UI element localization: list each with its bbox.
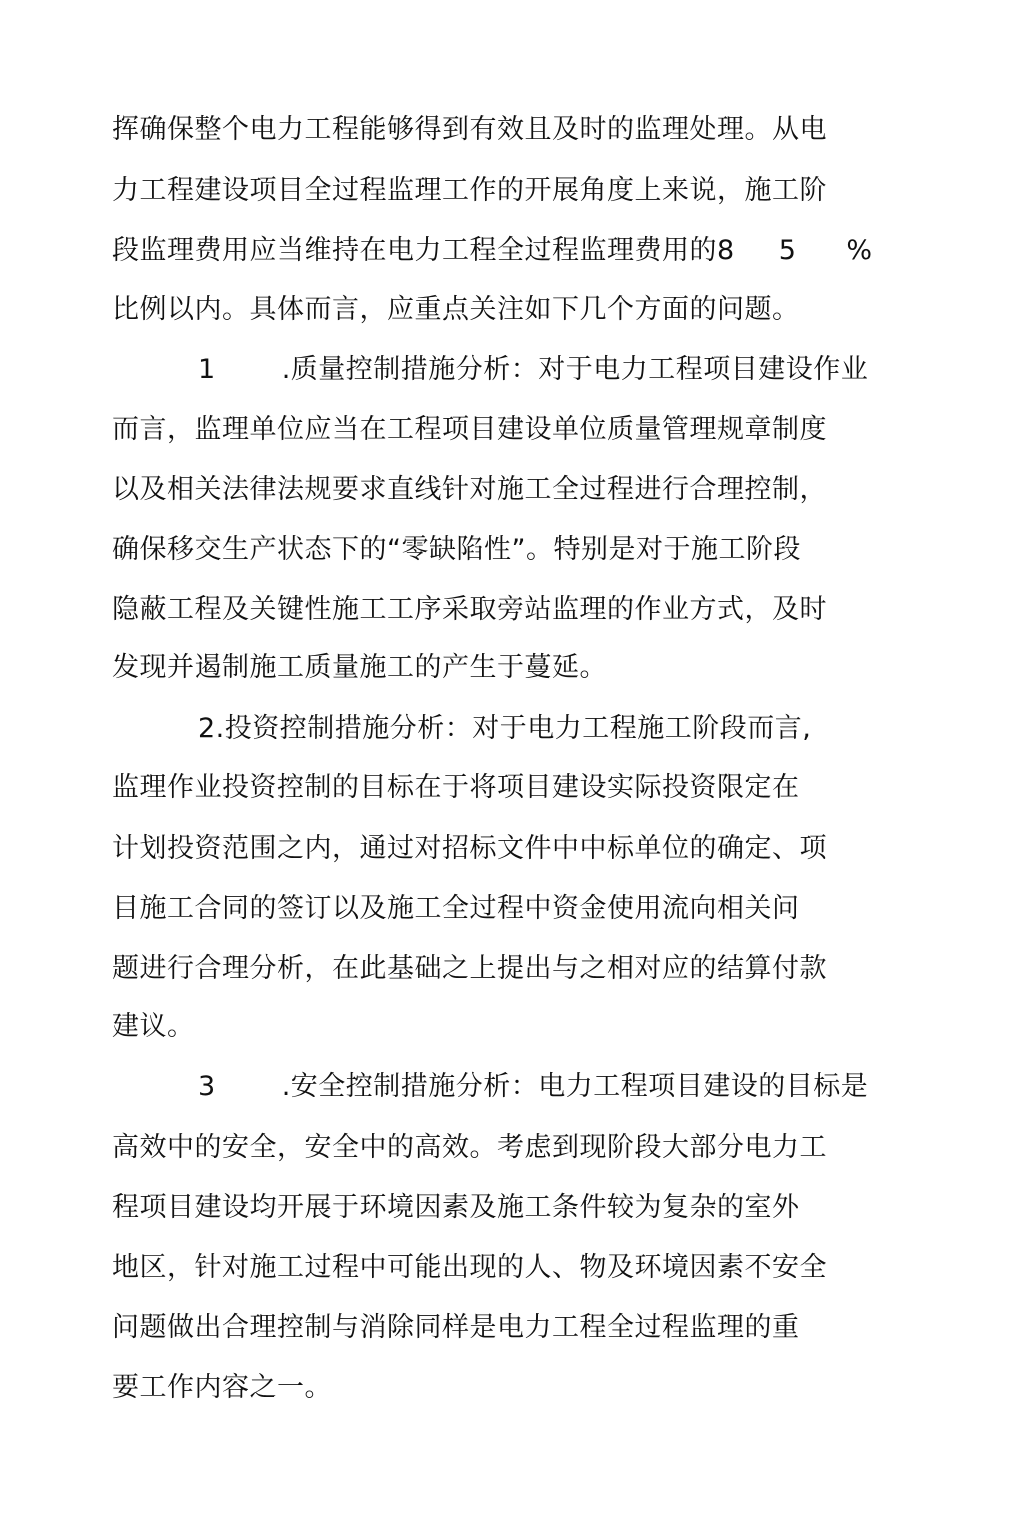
paragraph-2-line-1-text: .质量控制措施分析：对于电力工程项目建设作业 [281,354,869,385]
paragraph-2-line-3: 以及相关法律法规要求直线针对施工全过程进行合理控制， [112,474,827,505]
paragraph-4-number: 3 [198,1071,216,1102]
paragraph-2-line-6: 发现并遏制施工质量施工的产生于蔓延。 [112,652,607,683]
paragraph-2-line-4: 确保移交生产状态下的“零缺陷性”。特别是对于施工阶段 [112,534,801,565]
percent-sign: % [846,235,873,266]
paragraph-4-line-4: 地区，针对施工过程中可能出现的人、物及环境因素不安全 [112,1252,827,1283]
paragraph-3-line-1-text: 2.投资控制措施分析：对于电力工程施工阶段而言, [198,713,812,744]
paragraph-4-line-6: 要工作内容之一。 [112,1372,332,1403]
paragraph-1-line-3 [112,231,873,271]
paragraph-3-line-4: 目施工合同的签订以及施工全过程中资金使用流向相关问 [112,893,800,924]
paragraph-3-line-1 [112,709,811,749]
paragraph-3-line-3: 计划投资范围之内，通过对招标文件中中标单位的确定、项 [112,833,827,864]
paragraph-2-line-2: 而言，监理单位应当在工程项目建设单位质量管理规章制度 [112,414,827,445]
paragraph-3-line-6: 建议。 [112,1011,195,1042]
paragraph-1-line-4: 比例以内。具体而言，应重点关注如下几个方面的问题。 [112,294,800,325]
paragraph-2-line-5: 隐蔽工程及关键性施工工序采取旁站监理的作业方式，及时 [112,594,827,625]
paragraph-2-line-1 [112,350,868,390]
paragraph-4-line-2: 高效中的安全，安全中的高效。考虑到现阶段大部分电力工 [112,1132,827,1163]
paragraph-3-line-2: 监理作业投资控制的目标在于将项目建设实际投资限定在 [112,772,800,803]
paragraph-4-line-3: 程项目建设均开展于环境因素及施工条件较为复杂的室外 [112,1192,800,1223]
paragraph-2-number: 1 [198,354,216,385]
paragraph-1-line-1: 挥确保整个电力工程能够得到有效且及时的监理处理。从电 [112,114,827,145]
paragraph-4-line-1 [112,1067,868,1107]
paragraph-3-line-5: 题进行合理分析，在此基础之上提出与之相对应的结算付款 [112,953,827,984]
paragraph-4-line-5: 问题做出合理控制与消除同样是电力工程全过程监理的重 [112,1312,800,1343]
paragraph-1-line-2: 力工程建设项目全过程监理工作的开展角度上来说，施工阶 [112,175,827,206]
percent-digit: 5 [778,235,797,266]
paragraph-4-line-1-text: .安全控制措施分析：电力工程项目建设的目标是 [281,1071,869,1102]
paragraph-1-line-3-text: 段监理费用应当维持在电力工程全过程监理费用的8 [112,235,735,266]
